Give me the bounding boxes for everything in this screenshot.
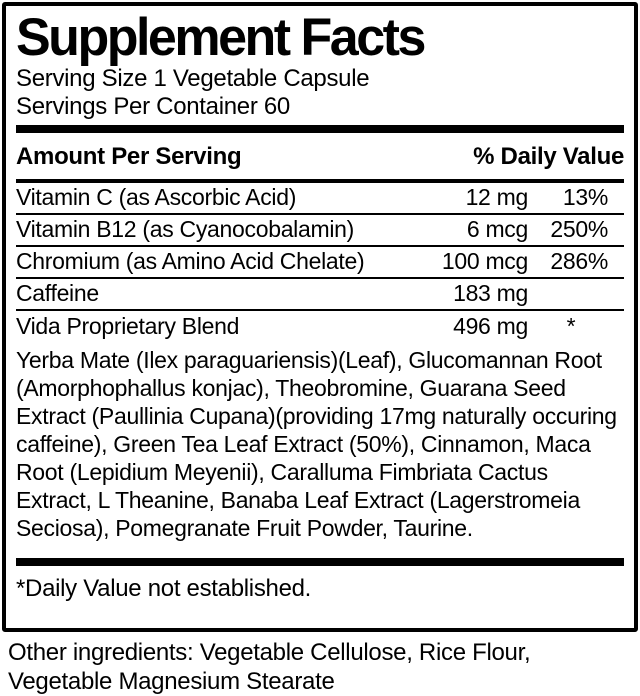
supplement-facts-label	[2, 2, 638, 632]
other-ingredients: Other ingredients: Vegetable Cellulose, Rice Flour, Vegetable Magnesium Stearate	[8, 639, 531, 695]
blend-description: Yerba Mate (Ilex paraguariensis)(Leaf), Glucomannan Root (Amorphophallus konjac), Theobromine, Guarana Seed Extract (Paullinia Cupana)(providing 17mg naturally occuring caffeine), Green Tea Leaf Extract (50%), Cinnamon, Maca Root (Lepidium Meyenii), Caralluma Fimbriata Cactus Extract, L Theanine, Banaba Leaf Extract (Lagerstromeia Seciosa), Pomegranate Fruit Powder, Taurine.	[16, 346, 617, 541]
nutrient-amount: 496 mg	[453, 313, 528, 340]
nutrient-daily-value: 13%	[562, 184, 608, 211]
nutrient-name: Chromium (as Amino Acid Chelate)	[16, 248, 365, 275]
nutrient-daily-value: 250%	[550, 216, 608, 243]
nutrient-amount: 6 mcg	[466, 216, 528, 243]
nutrient-row-chromium	[16, 247, 624, 279]
nutrient-row-vitamin-c	[16, 183, 624, 215]
nutrient-amount: 183 mg	[453, 280, 528, 307]
nutrient-name: Vida Proprietary Blend	[16, 313, 240, 340]
nutrient-daily-value: 286%	[550, 248, 608, 275]
nutrient-row-caffeine	[16, 279, 624, 311]
thick-rule-top	[16, 125, 624, 133]
nutrient-name: Vitamin C (as Ascorbic Acid)	[16, 184, 297, 211]
nutrient-daily-value: *	[566, 313, 576, 340]
nutrient-name: Caffeine	[16, 280, 99, 307]
nutrient-row-vitamin-b12	[16, 215, 624, 247]
nutrient-amount: 12 mg	[465, 184, 528, 211]
daily-value-footnote: *Daily Value not established.	[16, 574, 312, 602]
header-dv-label: % Daily Value	[473, 142, 624, 170]
servings-per-container: Servings Per Container 60	[16, 92, 290, 120]
thick-rule-bottom	[16, 558, 624, 566]
nutrient-name: Vitamin B12 (as Cyanocobalamin)	[16, 216, 355, 243]
header-amount-label: Amount Per Serving	[16, 142, 242, 170]
facts-title: Supplement Facts	[16, 7, 424, 68]
facts-header-row	[16, 143, 624, 179]
nutrient-amount: 100 mcg	[441, 248, 528, 275]
nutrient-row-proprietary-blend	[16, 311, 624, 343]
serving-size: Serving Size 1 Vegetable Capsule	[16, 64, 370, 92]
